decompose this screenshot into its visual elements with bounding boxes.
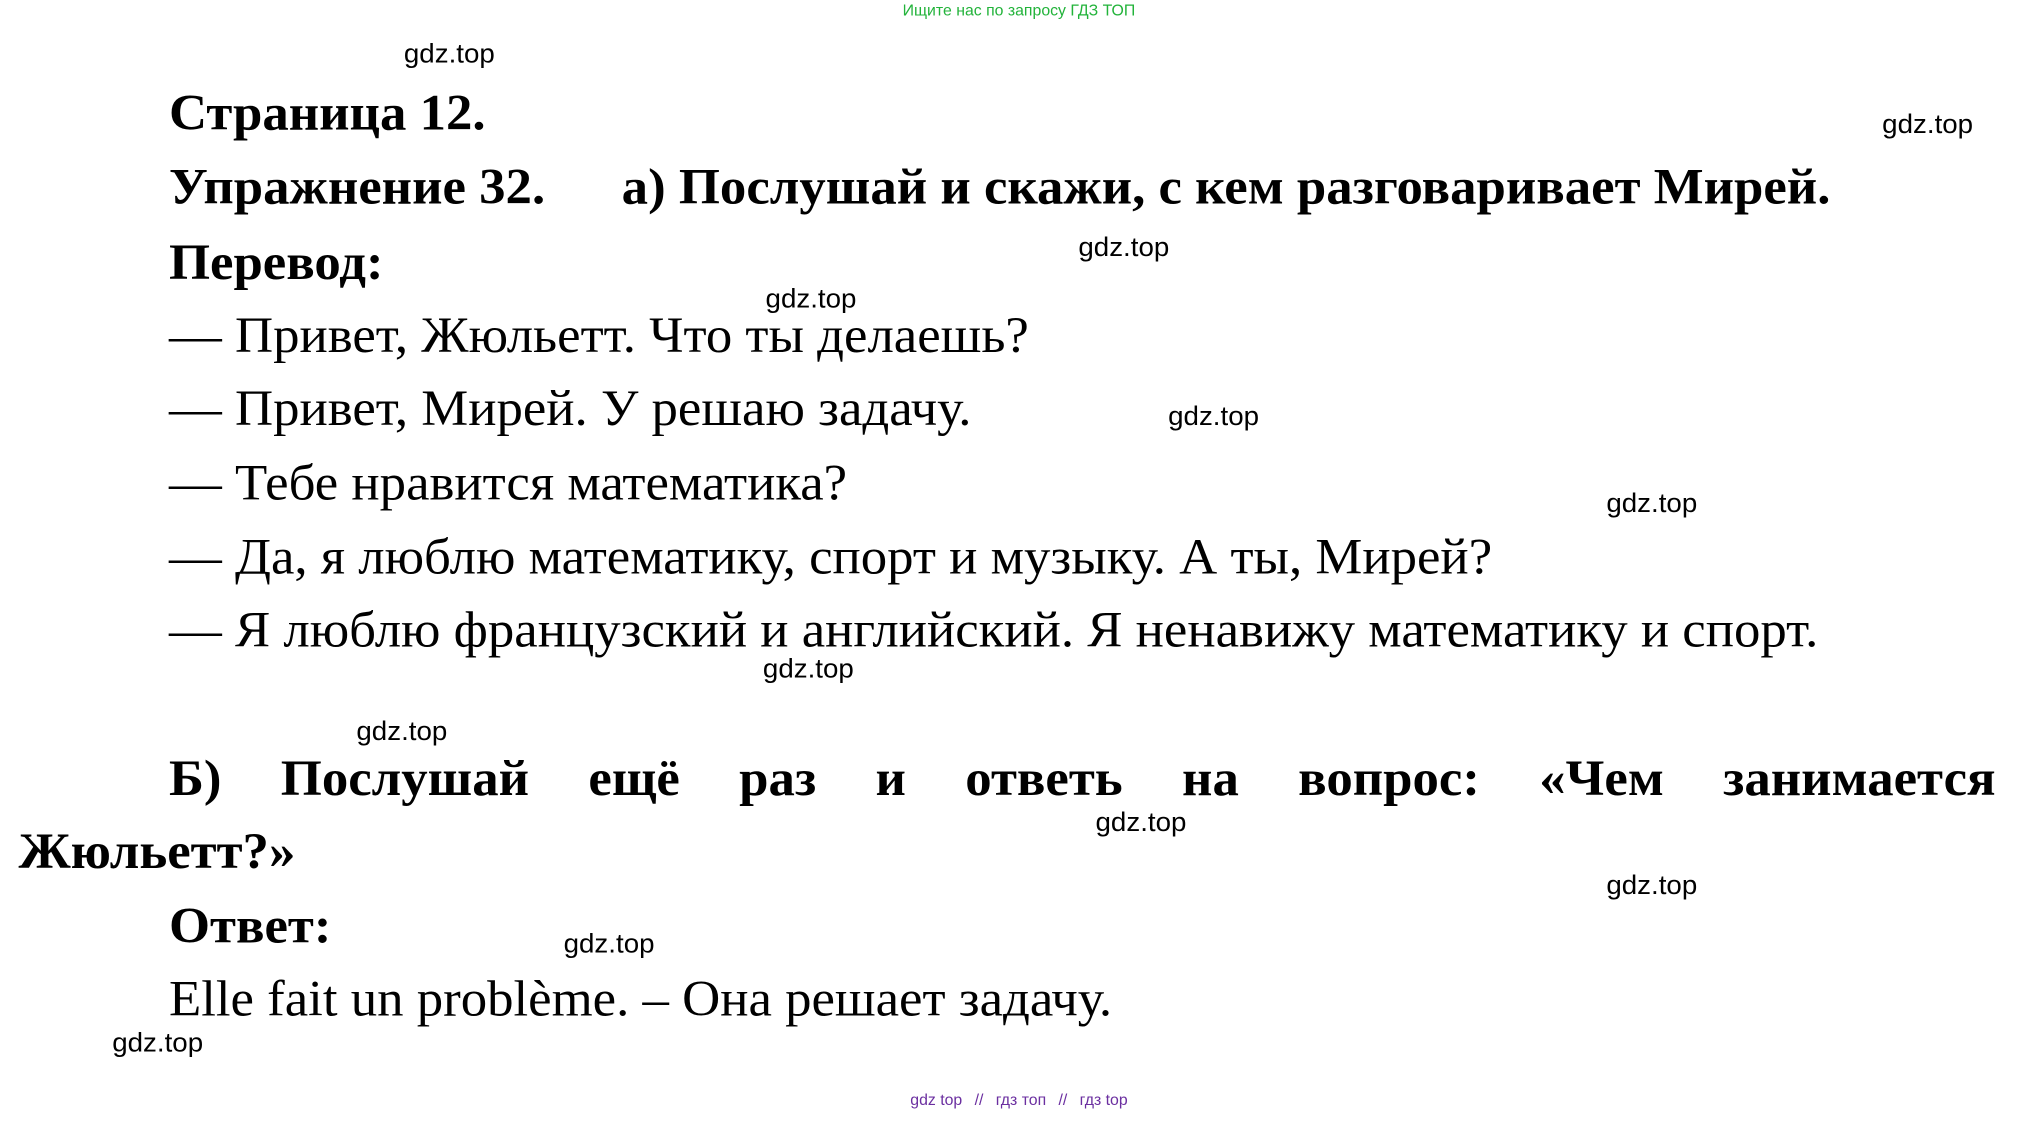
exercise-number: Упражнение 32. [168, 157, 546, 216]
watermark: gdz.top [356, 717, 448, 747]
task-b-word: ещё [588, 749, 680, 807]
task-b-line-2: Жюльетт?» [18, 822, 296, 880]
task-b-word: раз [739, 749, 817, 807]
footer-separator: // [1058, 1090, 1068, 1109]
answer-text: Elle fait un problème. – Она решает задачу. [168, 969, 1113, 1027]
footer-link[interactable]: гдз топ [995, 1090, 1047, 1109]
dialogue-line: — Да, я люблю математику, спорт и музыку. А ты, Мирей? [168, 527, 1493, 586]
watermark: gdz.top [403, 39, 495, 70]
dialogue-line: — Привет, Мирей. У решаю задачу. [168, 379, 972, 437]
watermark: gdz.top [765, 284, 857, 314]
dialogue-line: — Я люблю французский и английский. Я ненавижу математику и спорт. [168, 600, 1819, 659]
watermark: gdz.top [1168, 402, 1260, 432]
dialogue-line: — Привет, Жюльетт. Что ты делаешь? [168, 306, 1029, 364]
task-b-word: Послушай [280, 749, 530, 807]
footer-separator: // [974, 1090, 984, 1109]
task-b-word: вопрос: [1298, 749, 1480, 807]
footer-link[interactable]: гдз top [1079, 1090, 1128, 1109]
task-b-word: «Чем [1539, 749, 1664, 807]
watermark: gdz.top [1606, 870, 1698, 901]
watermark: gdz.top [563, 929, 655, 960]
footer-links [0, 1091, 2038, 1109]
top-banner: Ищите нас по запросу ГДЗ ТОП [902, 1, 1136, 20]
translation-label: Перевод: [168, 233, 384, 291]
watermark: gdz.top [112, 1028, 204, 1058]
task-b-word: ответь [965, 749, 1123, 807]
task-b-word: на [1182, 749, 1239, 807]
watermark: gdz.top [762, 654, 854, 684]
watermark: gdz.top [1078, 233, 1170, 263]
watermark: gdz.top [1882, 110, 1974, 140]
answer-label: Ответ: [168, 896, 332, 954]
exercise-task-a: а) Послушай и скажи, с кем разговаривает Мирей. [621, 157, 1831, 216]
page-title: Страница 12. [168, 83, 486, 141]
watermark: gdz.top [1606, 489, 1698, 519]
watermark: gdz.top [1095, 807, 1187, 838]
task-b-line-1 [168, 749, 1996, 807]
task-b-word: и [875, 749, 906, 807]
task-b-word: занимается [1723, 749, 1996, 807]
task-b-word: Б) [168, 749, 222, 807]
footer-link[interactable]: gdz top [910, 1090, 963, 1109]
dialogue-line: — Тебе нравится математика? [168, 453, 848, 511]
